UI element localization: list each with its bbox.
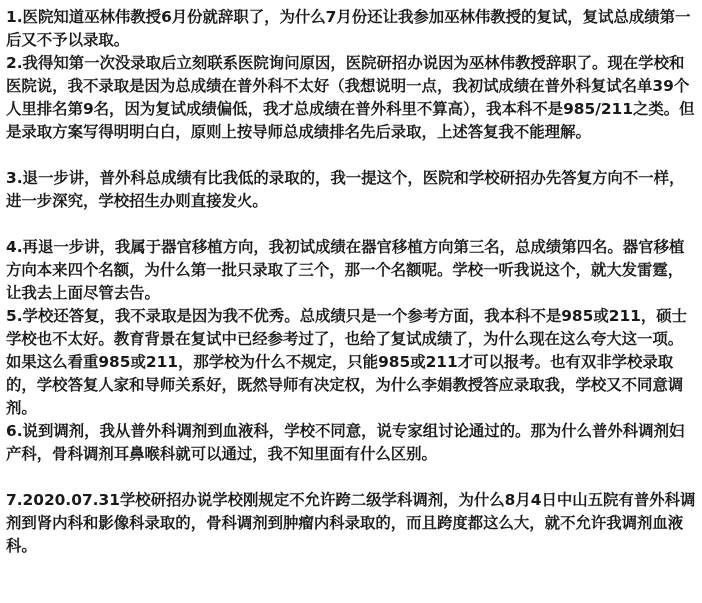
paragraph-gap	[6, 144, 696, 167]
paragraph-3: 3.退一步讲，普外科总成绩有比我低的录取的，我一提这个，医院和学校研招办先答复方向不一样，进一步深究，学校招生办则直接发火。	[6, 169, 685, 210]
paragraph-gap	[6, 213, 696, 236]
paragraph-2: 2.我得知第一次没录取后立刻联系医院询问原因，医院研招办说因为巫林伟教授辞职了。现在学校和医院说，我不录取是因为总成绩在普外科不太好（我想说明一点，我初试成绩在普外科复试名单39个人里排名第9名，因为复试成绩偏低，我才总成绩在普外科里不算高），我本科不是985/211之类。但是录取方案写得明明白白，原则上按导师总成绩排名先后录取，上述答复我不能理解。	[6, 54, 695, 141]
paragraph-6: 6.说到调剂，我从普外科调剂到血液科，学校不同意，说专家组讨论通过的。那为什么普外科调剂妇产科，骨科调剂耳鼻喉科就可以通过，我不知里面有什么区别。	[6, 422, 685, 463]
paragraph-5: 5.学校还答复，我不录取是因为我不优秀。总成绩只是一个参考方面，我本科不是985或211，硕士学校也不太好。教育背景在复试中已经参考过了，也给了复试成绩了，为什么现在这么夸大这一项。如果这么看重985或211，那学校为什么不规定，只能985或211才可以报考。也有双非学校录取的，学校答复人家和导师关系好，既然导师有决定权，为什么李娟教授答应录取我，学校又不同意调剂。	[6, 307, 688, 417]
paragraph-7: 7.2020.07.31学校研招办说学校刚规定不允许跨二级学科调剂，为什么8月4日中山五院有普外科调剂到肾内科和影像科录取的，骨科调剂到肿瘤内科录取的，而且跨度都这么大，就不允许我调剂血液科。	[6, 491, 696, 555]
paragraph-4: 4.再退一步讲，我属于器官移植方向，我初试成绩在器官移植方向第三名，总成绩第四名。器官移植方向本来四个名额，为什么第一批只录取了三个，那一个名额呢。学校一听我说这个，就大发雷霆，让我去上面尽管去告。	[6, 238, 685, 302]
paragraph-1: 1.医院知道巫林伟教授6月份就辞职了，为什么7月份还让我参加巫林伟教授的复试，复试总成绩第一后又不予以录取。	[6, 8, 691, 49]
paragraph-gap	[6, 466, 696, 489]
